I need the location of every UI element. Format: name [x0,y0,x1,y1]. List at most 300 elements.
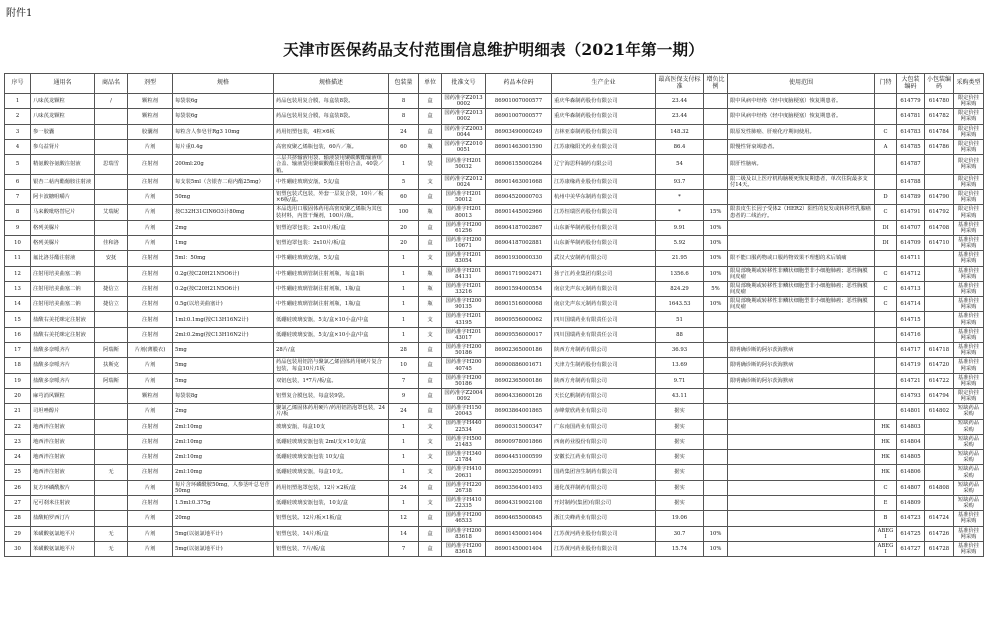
table-cell [95,266,128,281]
table-cell: 支 [419,434,442,449]
table-cell: 0.5g(以培美曲塞计) [173,297,274,312]
table-cell: 低硼硅玻璃安瓿，5支/盒×10小盒/中盒 [274,327,389,342]
table-cell: 高密度聚乙烯瓶包装，60片／瓶。 [274,139,389,154]
table-cell: 614803 [897,419,925,434]
table-cell [925,465,954,480]
table-body [5,94,984,557]
table-cell: 支 [419,496,442,511]
table-cell: 614801 [897,404,925,419]
table-cell: 盒 [419,541,442,556]
table-cell: 86900315000347 [486,419,552,434]
table-cell: 参一胶囊 [31,124,95,139]
table-cell: 20 [389,235,419,250]
table-row [5,404,984,419]
table-cell [704,327,728,342]
table-cell: 铝塑包装式包装，外套一层复合袋，10片／板×6板/盒。 [274,190,389,205]
table-cell: 10% [704,235,728,250]
table-cell: 限局部晚期或转移性非鳞状细胞型非小细胞肺癌；恶性胸膜间皮瘤 [728,281,875,296]
table-cell: 86901450001404 [486,526,552,541]
table-cell: 限慢性肾衰竭患者。 [728,139,875,154]
table-cell: 54 [656,155,704,175]
table-cell: 格列美脲片 [31,220,95,235]
table-cell: 1 [389,496,419,511]
table-cell: 23.44 [656,109,704,124]
table-cell: 614707 [897,220,925,235]
table-cell: 614723 [897,511,925,526]
table-cell: 瓶 [419,139,442,154]
table-cell: 四川国瑞药业有限责任公司 [552,312,656,327]
table-cell: 93.7 [656,174,704,189]
table-cell [95,404,128,419]
table-cell [704,388,728,403]
table-cell [704,419,728,434]
table-cell: 86904319002108 [486,496,552,511]
table-cell: 86901007000577 [486,109,552,124]
table-cell: 86901594000554 [486,281,552,296]
table-cell: 颗粒剂 [128,388,173,403]
table-cell: 614724 [925,511,954,526]
table-cell: 中性硼硅玻璃安瓿，5支/盒 [274,251,389,266]
table-cell: 注射剂 [128,281,173,296]
table-cell: 10 [389,358,419,373]
table-cell: 每支装5ml（含银杏二萜内酯25mg） [173,174,274,189]
table-cell: 86904451000599 [486,450,552,465]
table-cell: 限肝性脑病。 [728,155,875,175]
table-cell: 限定价挂网采购 [954,139,984,154]
table-cell: 86900886001671 [486,358,552,373]
table-cell: 玻璃安瓿，每盒10支 [274,419,389,434]
table-cell: HK [875,419,897,434]
table-cell: 614779 [897,94,925,109]
table-cell: 国药准字H20010671 [442,235,486,250]
table-cell: 614784 [925,124,954,139]
table-cell: C [875,480,897,495]
table-cell: 7 [389,541,419,556]
table-cell: 86903205000991 [486,465,552,480]
table-cell [95,511,128,526]
table-cell: 50mg [173,190,274,205]
table-cell: 限定价挂网采购 [954,109,984,124]
table-cell: 颗粒剂 [128,109,173,124]
table-cell: 药品包装用复合膜，每盒装8袋。 [274,94,389,109]
table-cell: 盒 [419,511,442,526]
table-cell: 盒 [419,358,442,373]
table-cell: 614802 [925,404,954,419]
table-cell: 基准价挂网采购 [954,541,984,556]
table-row [5,465,984,480]
table-cell [95,190,128,205]
table-cell [704,465,728,480]
table-cell [95,480,128,495]
table-cell [925,266,954,281]
table-cell [925,434,954,449]
table-cell: 短缺药品采购 [954,419,984,434]
table-row [5,297,984,312]
table-cell: 中性硼硅玻璃管制注射剂瓶，每盒1瓶 [274,266,389,281]
table-row [5,190,984,205]
table-cell: 药品包装用铝箔与聚氯乙烯固体药用硬片复合包装，每盒10片/1板 [274,358,389,373]
table-cell: 限明确诊断的阿尔茨海默病 [728,373,875,388]
table-cell: 限定价挂网采购 [954,388,984,403]
table-cell: C [875,266,897,281]
table-cell: 国药准字Z20040092 [442,388,486,403]
table-cell [728,312,875,327]
table-cell: 20mg [173,511,274,526]
table-cell: 盐酸多奈哌齐片 [31,358,95,373]
table-cell [704,496,728,511]
table-cell: C [875,205,897,220]
table-cell: 19.06 [656,511,704,526]
table-cell [728,450,875,465]
table-cell: 614710 [925,235,954,250]
table-cell: 国药准字H34021784 [442,450,486,465]
table-cell [875,109,897,124]
table-cell: 24 [5,450,31,465]
table-cell: 限中风病中经络（轻中度脑梗塞）恢复期患者。 [728,94,875,109]
table-row [5,109,984,124]
table-cell [875,343,897,358]
table-cell [704,109,728,124]
table-cell [704,312,728,327]
table-cell [925,155,954,175]
table-cell: 片剂(薄膜衣) [128,343,173,358]
table-cell: 铝塑泡罩包装：2x10片/板/盒 [274,235,389,250]
table-cell: 注射用培美曲塞二钠 [31,297,95,312]
attachment-label: 附件1 [6,8,33,19]
table-cell: 中性硼硅玻璃安瓿，5支/盒 [274,174,389,189]
table-header-row [5,74,984,94]
column-header: 药品本位码 [486,74,552,94]
table-cell [925,174,954,189]
table-row [5,220,984,235]
table-cell [875,94,897,109]
table-cell: 6 [5,174,31,189]
table-cell: 基准价挂网采购 [954,526,984,541]
table-cell: C [875,281,897,296]
table-cell: 17 [5,343,31,358]
table-cell: 614719 [897,358,925,373]
table-row [5,496,984,511]
table-row [5,327,984,342]
table-cell: 捷信立 [95,281,128,296]
table-cell: 614781 [897,109,925,124]
table-cell: 国药准字H22026738 [442,480,486,495]
table-cell: 基准价挂网采购 [954,220,984,235]
table-cell: 24 [389,124,419,139]
table-cell: 86900978001866 [486,434,552,449]
table-cell: 614788 [897,174,925,189]
table-cell [925,297,954,312]
table-cell [875,327,897,342]
table-cell: 10% [704,541,728,556]
table-cell: 据实 [656,465,704,480]
table-cell [704,434,728,449]
table-cell: 86901463001668 [486,174,552,189]
table-cell: 注射剂 [128,450,173,465]
table-cell: 28 [389,343,419,358]
table-cell: 60 [389,190,419,205]
table-cell: 银杏二萜内酯葡胺注射液 [31,174,95,189]
table-cell: 1 [389,266,419,281]
table-cell: 参乌益肾片 [31,139,95,154]
table-cell: 无 [95,465,128,480]
table-cell: 限定价挂网采购 [954,124,984,139]
table-cell: 1 [389,419,419,434]
table-cell: 限定价挂网采购 [954,190,984,205]
table-cell: 安徽长江药业有限公司 [552,450,656,465]
table-cell: 限明确诊断的阿尔茨海默病 [728,343,875,358]
table-cell: * [656,190,704,205]
table-cell: 10 [5,235,31,250]
table-cell: 614716 [897,327,925,342]
table-cell: 614807 [897,480,925,495]
table-cell: 86909556000062 [486,312,552,327]
table-cell: 注射剂 [128,174,173,189]
table-cell [95,312,128,327]
table-cell: 5mg(以氨氯地平计) [173,541,274,556]
table-cell: 盐酸右美托咪定注射液 [31,327,95,342]
table-cell [95,434,128,449]
table-cell: 36.93 [656,343,704,358]
table-cell: 重庆华森制药股份有限公司 [552,94,656,109]
table-cell: 22 [5,419,31,434]
column-header: 剂型 [128,74,173,94]
table-cell: 低硼硅玻璃安瓿包装，10支/盒 [274,496,389,511]
table-cell: 江苏黄河药业股份有限公司 [552,541,656,556]
table-cell: 司坦唑醇片 [31,404,95,419]
table-cell: 阿卡波糖咀嚼片 [31,190,95,205]
table-cell [925,450,954,465]
table-cell: 艾瑞妮 [95,205,128,220]
table-cell: 地西泮注射液 [31,465,95,480]
table-cell [728,220,875,235]
table-cell: 无 [95,541,128,556]
table-cell: 按C32H31ClN6O3计80mg [173,205,274,220]
table-cell: 9.91 [656,220,704,235]
table-cell: * [656,205,704,220]
table-cell: 支 [419,251,442,266]
table-cell: D [875,190,897,205]
table-cell: 86909556000017 [486,327,552,342]
table-cell [728,496,875,511]
table-cell [704,373,728,388]
table-cell: 86903490000249 [486,124,552,139]
table-cell: 江苏康缘药业股份有限公司 [552,174,656,189]
table-cell: 基准价挂网采购 [954,312,984,327]
table-cell: 10% [704,526,728,541]
table-cell: 13 [5,281,31,296]
table-cell: 八味芪龙颗粒 [31,94,95,109]
table-cell: 铝塑泡罩包装；2x10片/板/盒 [274,220,389,235]
table-cell: 江苏黄河药业股份有限公司 [552,526,656,541]
table-cell: 支 [419,174,442,189]
table-cell [728,511,875,526]
table-cell: 国药准字Z20100051 [442,139,486,154]
table-cell: 限不能口服药物或口服药物效果不理想的术后镇痛 [728,251,875,266]
page-title: 天津市医保药品支付范围信息维护明细表（2021年第一期） [283,40,704,59]
table-cell [95,388,128,403]
table-cell: 11 [5,251,31,266]
table-cell: ABEGI [875,526,897,541]
column-header: 大包装编码 [897,74,925,94]
table-cell: 86901007000577 [486,94,552,109]
table-cell: 86901450001404 [486,541,552,556]
table-cell: 614715 [897,312,925,327]
table-cell: 1 [5,94,31,109]
table-cell: 盐酸右美托咪定注射液 [31,312,95,327]
table-cell: 8 [389,109,419,124]
table-cell [728,388,875,403]
table-cell: 86904655000845 [486,511,552,526]
table-cell: 614780 [925,94,954,109]
table-cell: 瓶 [419,266,442,281]
table-cell: / [95,94,128,109]
table-cell: 28 [5,511,31,526]
table-cell: 片剂 [128,511,173,526]
table-cell: 复方环磷酰胺片 [31,480,95,495]
table-cell: 限明确诊断的阿尔茨海默病 [728,358,875,373]
table-cell: 基准价挂网采购 [954,327,984,342]
table-cell: 国药准字H20083618 [442,526,486,541]
table-row [5,312,984,327]
table-cell: 1 [389,297,419,312]
table-cell: 23 [5,434,31,449]
table-cell: 614787 [897,155,925,175]
table-cell: 短缺药品采购 [954,496,984,511]
table-cell: 辽宁海思科制药有限公司 [552,155,656,175]
table-cell: 86904520000703 [486,190,552,205]
column-header: 序号 [5,74,31,94]
table-cell [875,358,897,373]
table-cell: 每袋装6g [173,94,274,109]
column-header: 规格 [173,74,274,94]
table-cell: 12 [389,511,419,526]
table-cell: 21 [5,404,31,419]
table-cell: 片剂 [128,190,173,205]
table-cell: 注射剂 [128,312,173,327]
table-cell: 1 [389,327,419,342]
table-cell [875,373,897,388]
table-cell [704,343,728,358]
table-cell: 20 [5,388,31,403]
table-cell: 30.7 [656,526,704,541]
table-cell: 盒 [419,220,442,235]
table-cell: 1mg [173,235,274,250]
table-cell: 27 [5,496,31,511]
table-cell: 马来酸吡咯替尼片 [31,205,95,220]
table-cell: 支 [419,419,442,434]
table-cell: 注射剂 [128,419,173,434]
table-cell: 5 [5,155,31,175]
table-cell: 614726 [925,526,954,541]
column-header: 通用名 [31,74,95,94]
table-cell: 1 [389,434,419,449]
table-cell: 1643.53 [656,297,704,312]
table-cell: 通化茂祥制药有限公司 [552,480,656,495]
table-cell: 国药准字H20143017 [442,327,486,342]
table-cell: 盒 [419,388,442,403]
table-cell: 国药准字H20083618 [442,541,486,556]
table-cell: 614785 [897,139,925,154]
table-cell: 铝塑包装。12片/板×1板/盒 [274,511,389,526]
table-cell: 国药准字H20183054 [442,251,486,266]
table-cell: 5.92 [656,235,704,250]
table-cell: 片剂 [128,205,173,220]
table-cell: 短缺药品采购 [954,404,984,419]
table-row [5,155,984,175]
table-cell [925,281,954,296]
table-cell: 支 [419,327,442,342]
table-cell: 614728 [925,541,954,556]
table-cell [704,155,728,175]
table-cell: 四川国瑞药业有限责任公司 [552,327,656,342]
table-cell [95,139,128,154]
table-cell: 武汉大安制药有限公司 [552,251,656,266]
table-cell: 24 [389,480,419,495]
table-cell: 1356.6 [656,266,704,281]
table-cell: E [875,496,897,511]
table-cell: 支 [419,450,442,465]
table-row [5,174,984,189]
table-cell: 614792 [925,205,954,220]
table-cell: 20 [389,220,419,235]
table-cell: 重庆华森制药股份有限公司 [552,109,656,124]
table-cell: 八味芪龙颗粒 [31,109,95,124]
table-cell [704,190,728,205]
table-cell: 国药准字H20061256 [442,220,486,235]
table-cell: HK [875,450,897,465]
table-cell: 86906155000264 [486,155,552,175]
column-header: 包装量 [389,74,419,94]
table-cell: 限定价挂网采购 [954,205,984,220]
table-cell: 苯磺酸氨氯地平片 [31,541,95,556]
table-cell: 基准价挂网采购 [954,235,984,250]
column-header: 生产企业 [552,74,656,94]
table-cell: 基准价挂网采购 [954,266,984,281]
table-cell: 双铝包装，1*7片/板/盒。 [274,373,389,388]
table-cell: 低硼硅玻璃安瓿包装 2ml/支×10支/盒 [274,434,389,449]
table-cell: 614782 [925,109,954,124]
drug-info-table [4,73,984,557]
table-cell: 86903864001865 [486,404,552,419]
table-cell: 注射剂 [128,251,173,266]
table-cell: 开封制药(集团)有限公司 [552,496,656,511]
table-cell: 26 [5,480,31,495]
table-cell: 限中风病中经络（轻中度脑梗塞）恢复期患者。 [728,109,875,124]
table-cell: 据实 [656,480,704,495]
table-cell: 低硼硅玻璃安瓿，5支/盒×10小盒/中盒 [274,312,389,327]
table-cell: 100 [389,205,419,220]
column-header: 单位 [419,74,442,94]
table-cell [875,388,897,403]
table-cell: 86904187002881 [486,235,552,250]
table-cell: 天长亿帆制药有限公司 [552,388,656,403]
table-cell: 国药准字H15020043 [442,404,486,419]
table-cell: 片剂 [128,541,173,556]
table-cell: 614720 [925,358,954,373]
table-cell: 21.95 [656,251,704,266]
table-cell: 基准价挂网采购 [954,281,984,296]
table-cell: 614711 [897,251,925,266]
table-cell: 86903564001493 [486,480,552,495]
table-cell [728,465,875,480]
table-cell: 10% [704,266,728,281]
table-cell: 18 [5,358,31,373]
table-cell: 88 [656,327,704,342]
table-cell: C [875,124,897,139]
table-row [5,480,984,495]
table-cell [95,124,128,139]
